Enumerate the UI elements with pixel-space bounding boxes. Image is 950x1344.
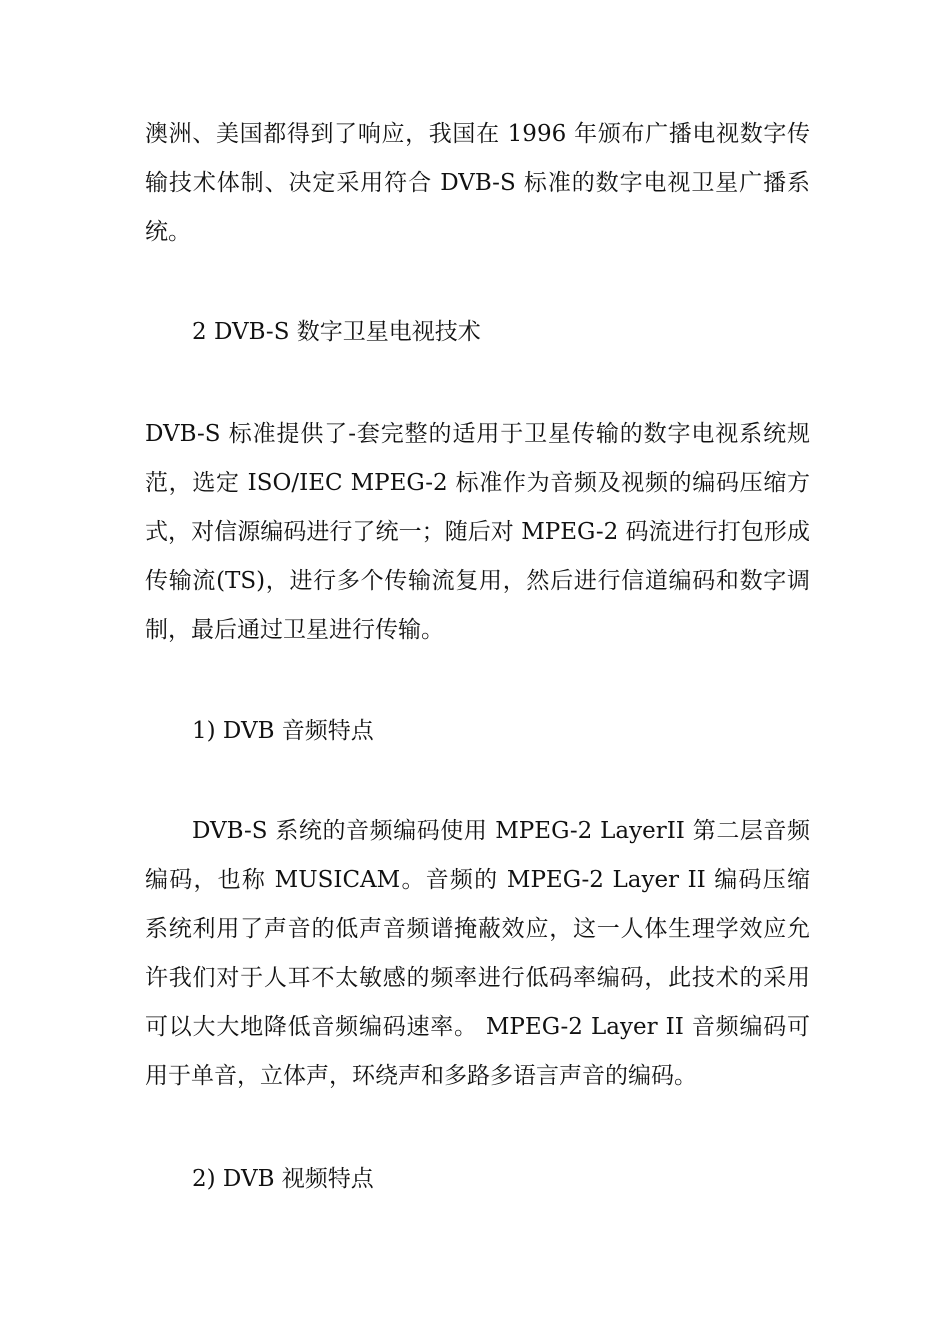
paragraph-dvb-adoption: 澳洲、美国都得到了响应，我国在 1996 年颁布广播电视数字传输技术体制、决定采用符合 DVB-S 标准的数字电视卫星广播系统。	[145, 121, 810, 245]
paragraph-audio-encoding: DVB-S 系统的音频编码使用 MPEG-2 LayerII 第二层音频编码，也称 MUSICAM。音频的 MPEG-2 Layer II 编码压缩系统利用了声音的低声音频谱掩蔽效应，这一人体生理学效应允许我们对于人耳不太敏感的频率进行低码率编码，此技术的采用可以大大地降低音频编码速率。 MPEG-2 Layer II 音频编码可用于单音，立体声，环绕声和多路多语言声音的编码。	[145, 818, 810, 1089]
subsection-heading-audio-features: 1) DVB 音频特点	[192, 718, 374, 744]
section-heading-dvb-s-technology: 2 DVB-S 数字卫星电视技术	[192, 319, 481, 345]
paragraph-dvb-s-standard: DVB-S 标准提供了-套完整的适用于卫星传输的数字电视系统规范，选定 ISO/IEC MPEG-2 标准作为音频及视频的编码压缩方式，对信源编码进行了统一；随后对 MPEG-2 码流进行打包形成传输流(TS)，进行多个传输流复用，然后进行信道编码和数字调制，最后通过卫星进行传输。	[145, 421, 810, 643]
subsection-heading-video-features: 2) DVB 视频特点	[192, 1166, 374, 1192]
